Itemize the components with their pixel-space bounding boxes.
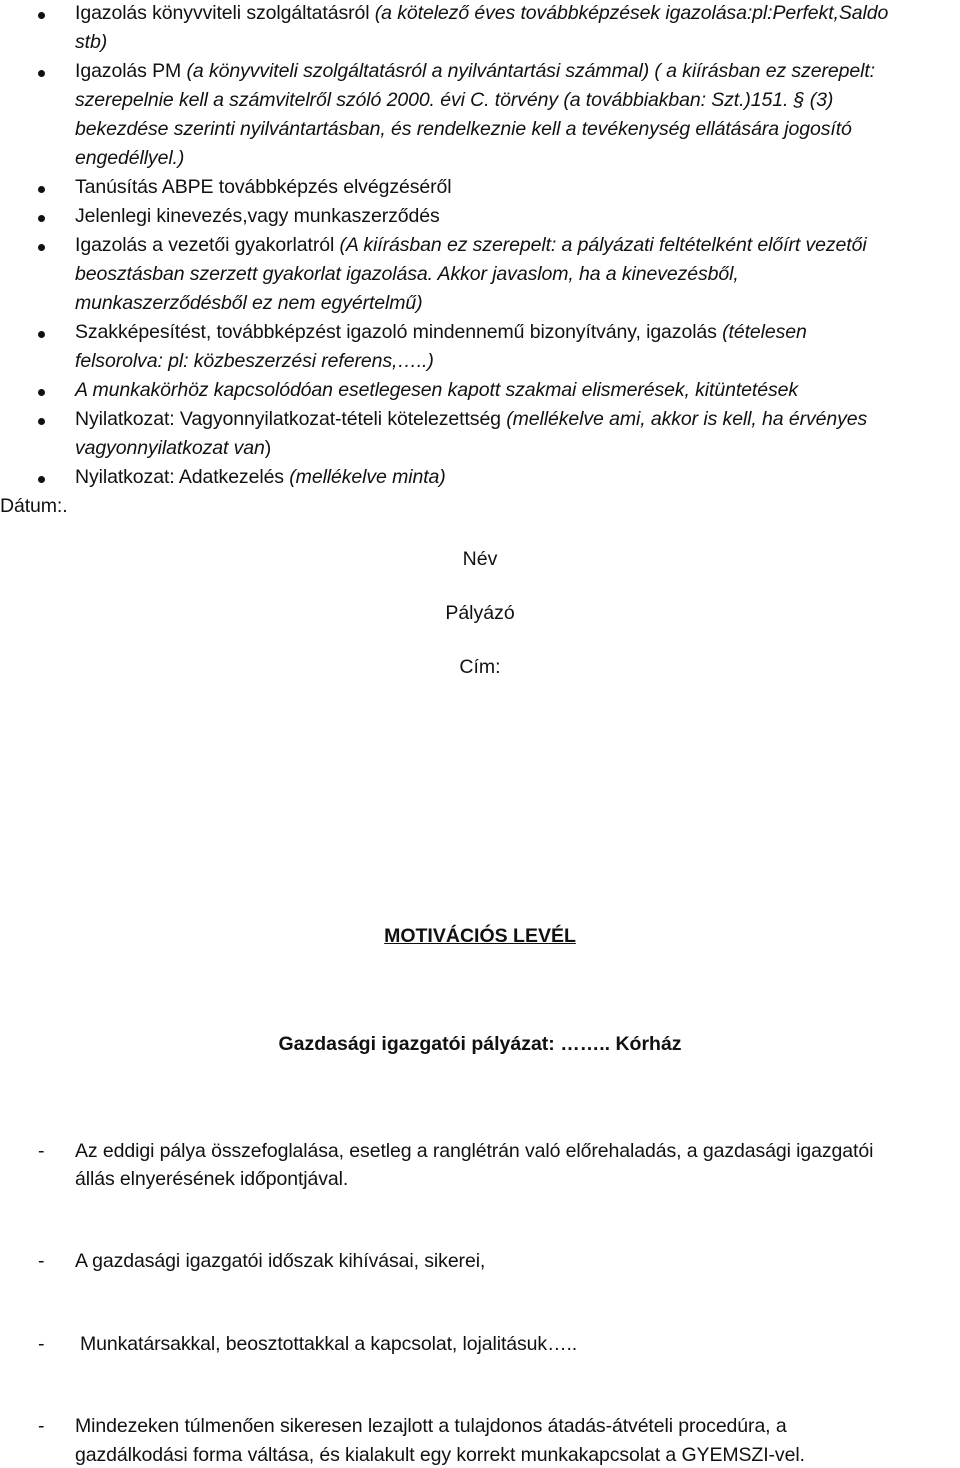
text-segment: stb) — [75, 31, 108, 53]
list-item-line — [75, 58, 875, 84]
bullet-dot — [38, 331, 45, 338]
text-segment: engedéllyel.) — [75, 147, 185, 169]
text-segment: beosztásban szerzett gyakorlat igazolása. — [75, 263, 438, 285]
text-segment: Igazolás a vezetői gyakorlatról — [75, 234, 340, 256]
signature-address: Cím: — [459, 656, 501, 678]
dash-item-line: Mindezeken túlmenően sikeresen lezajlott a tulajdonos átadás-átvételi procedúra, a — [75, 1415, 787, 1437]
text-segment: (tételesen — [722, 321, 807, 343]
text-segment: munkaszerződésből ez nem egyértelmű) — [75, 292, 423, 314]
dash-item-line: Munkatársakkal, beosztottakkal a kapcsolat, lojalitásuk….. — [80, 1333, 578, 1355]
dash-item-line: Az eddigi pálya összefoglalása, esetleg a ranglétrán való előrehaladás, a gazdasági igazgatói — [75, 1140, 874, 1162]
list-item-line — [75, 290, 423, 316]
text-segment: (mellékelve ami, akkor is kell, ha érvényes — [506, 408, 868, 430]
bullet-dot — [38, 418, 45, 425]
bullet-dot — [38, 389, 45, 396]
text-segment: A munkakörhöz kapcsolódóan esetlegesen kapott szakmai elismerések, kitüntetések — [75, 379, 799, 401]
text-segment: (mellékelve minta) — [289, 466, 446, 488]
text-segment: ) — [264, 437, 272, 459]
bullet-dot — [38, 215, 45, 222]
text-segment: Nyilatkozat: Adatkezelés — [75, 466, 290, 488]
letter-title: MOTIVÁCIÓS LEVÉL — [384, 925, 576, 947]
list-item-line — [75, 174, 451, 200]
text-segment: Jelenlegi kinevezés,vagy munkaszerződés — [75, 205, 440, 227]
text-segment: szerepelnie kell a számvitelről szóló 2000. évi C. törvény (a továbbiakban: Szt.)151. § (3) — [75, 89, 834, 111]
text-segment: Nyilatkozat: Vagyonnyilatkozat-tételi kötelezettség — [75, 408, 507, 430]
dash-item-line: állás elnyerésének időpontjával. — [75, 1168, 349, 1190]
dash-marker: - — [38, 1333, 45, 1355]
list-item-line — [75, 261, 739, 287]
text-segment: (a könyvviteli szolgáltatásról a nyilvántartási számmal) ( a kiírásban ez szerepelt: — [186, 60, 875, 82]
list-item-line — [75, 348, 434, 374]
text-segment: Akkor javaslom, ha a kinevezésből, — [437, 263, 739, 285]
text-segment: bekezdése szerinti nyilvántartásban, és rendelkeznie kell a tevékenység ellátására jogosító — [75, 118, 852, 140]
text-segment: vagyonnyilatkozat van — [75, 437, 265, 459]
text-segment: felsorolva: pl: közbeszerzési referens,…..) — [75, 350, 434, 372]
list-item-line — [75, 87, 833, 113]
dash-item-line: A gazdasági igazgatói időszak kihívásai, sikerei, — [75, 1250, 486, 1272]
bullet-dot — [38, 476, 45, 483]
list-item-line — [75, 203, 440, 229]
list-item-line — [75, 29, 107, 55]
list-item-line — [75, 145, 184, 171]
datum-label: Dátum:. — [0, 495, 68, 517]
letter-subtitle: Gazdasági igazgatói pályázat: …….. Kórház — [278, 1033, 682, 1055]
bullet-dot — [38, 70, 45, 77]
list-item-line — [75, 435, 271, 461]
text-segment: (a kötelező éves továbbképzések igazolása:pl:Perfekt,Saldo — [374, 2, 889, 24]
list-item-line — [75, 377, 798, 403]
dash-marker: - — [38, 1250, 45, 1272]
text-segment: (A kiírásban ez szerepelt: a pályázati feltételként előírt vezetői — [339, 234, 867, 256]
list-item-line — [75, 0, 888, 26]
dash-item-line: gazdálkodási forma váltása, és kialakult egy korrekt munkakapcsolat a GYEMSZI-vel. — [75, 1444, 805, 1466]
text-segment: Igazolás PM — [75, 60, 187, 82]
list-item-line — [75, 406, 867, 432]
bullet-dot — [38, 186, 45, 193]
bullet-dot — [38, 12, 45, 19]
signature-role: Pályázó — [445, 602, 515, 624]
text-segment: Szakképesítést, továbbképzést igazoló mindennemű bizonyítvány, igazolás — [75, 321, 723, 343]
dash-marker: - — [38, 1140, 45, 1162]
list-item-line — [75, 232, 867, 258]
list-item-line — [75, 319, 807, 345]
bullet-dot — [38, 244, 45, 251]
dash-marker: - — [38, 1415, 45, 1437]
list-item-line — [75, 464, 446, 490]
text-segment: Igazolás könyvviteli szolgáltatásról — [75, 2, 375, 24]
text-segment: Tanúsítás ABPE továbbképzés elvégzéséről — [75, 176, 452, 198]
list-item-line — [75, 116, 852, 142]
signature-name: Név — [462, 548, 498, 570]
